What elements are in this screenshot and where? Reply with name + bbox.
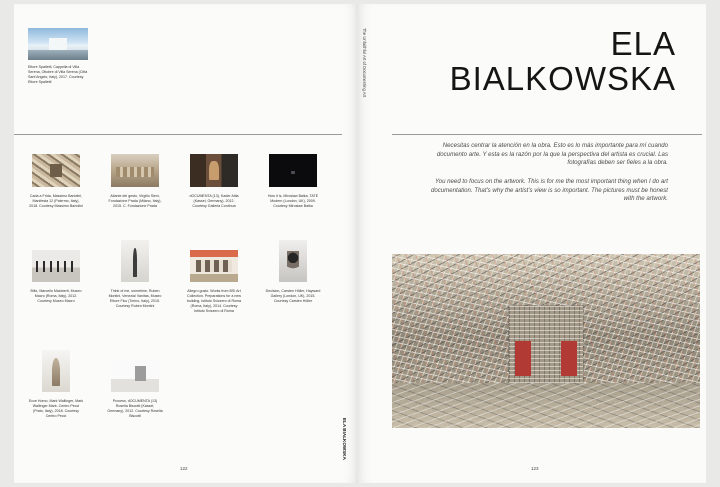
quote-spanish: Necesitas centrar la atención en la obra. Esto es lo más importante para mí cuando documento arte. Y esta es la razón por la que la perspectiva del artista es crucial. Las fotografías deben ser fieles a la obra. — [436, 142, 668, 167]
grid-caption-10: Process, dOCUMENTA (13) Rosella Biscotti (Kassel, Germany), 2012. Courtesy Rosella Biscotti — [107, 399, 163, 418]
grid-thumbnail-2[interactable] — [111, 154, 159, 187]
grid-caption-4: How it is, Miroslaw Balka, TATE Modern (London, UK), 2009. Courtesy Miroslaw Balka — [267, 194, 319, 208]
spine-label: ELA BIALKOWSKA — [342, 418, 347, 460]
grid-caption-8: Decision, Carsten Höller, Hayward Gallery (London, UK), 2015. Courtesy Carsten Höller — [265, 289, 321, 303]
top-caption: Ettore Spalletti, Cappella di Villa Serena, Ottobre di Villa Serena (Città Sant'Angelo, Italy), 2017. Courtesy Ettore Spalletti — [28, 65, 88, 84]
grid-caption-3: dOCUMENTA (13), Kader Attia (Kassel, Germany), 2012. Courtesy Galleria Continua — [189, 194, 239, 208]
right-divider — [392, 134, 702, 135]
grid-thumbnail-9[interactable] — [42, 350, 70, 392]
quote-english: You need to focus on the artwork. This is for me the most important thing when I do art documentation. That's why the artist's view is so important. The pictures must be honest with the artwork. — [430, 178, 668, 203]
chapel-thumbnail[interactable] — [28, 28, 88, 60]
left-page — [14, 4, 358, 483]
title-line-1: ELA — [610, 25, 676, 62]
running-head: The Unfaithful Art of Documenting Art — [362, 28, 367, 98]
grid-thumbnail-1[interactable] — [32, 154, 80, 187]
article-title — [450, 26, 676, 96]
grid-caption-2: Atlante del gesto, Virgilio Sieni, Fondazione Prada (Milano, Italy), 2015. C. Fondazione Prada — [108, 194, 162, 208]
right-page-number: 123 — [531, 466, 539, 471]
grid-caption-6: Think of me, sometime, Ruben Montini, Venezia/ Vanitas, Museo Ettore Fico (Torino, Italy), 2015. Courtesy Ruben Montini — [108, 289, 162, 308]
grid-caption-9: Ecce Homo, Mark Wallinger, Mark Wallinger Mark. Centro Pecci (Prato, Italy), 2018. Courtesy Centro Pecci — [28, 399, 84, 418]
grid-caption-5: Blitz, Marcello Maloberti, Museo Macro (Roma, Italy), 2012. Courtesy Museo Macro — [30, 289, 82, 303]
grid-caption-1: Cada a Frida, Massimo Bartolini, Manifesta 12 (Palermo, Italy), 2018. Courtesy Massimo Bartolini — [29, 194, 83, 208]
photo-floor — [392, 383, 700, 428]
photo-red-door-right — [561, 341, 576, 376]
grid-thumbnail-3[interactable] — [190, 154, 238, 187]
grid-caption-7: Allegro gusto. Works from BSI Art Collection. Preparations for a new building, Istituto Svizzero di Roma (Roma, Italy), 2014. Courtesy Istituto Svizzero di Roma — [186, 289, 242, 313]
right-page — [358, 4, 706, 483]
grid-thumbnail-8[interactable] — [279, 240, 307, 282]
title-line-2: BIALKOWSKA — [449, 60, 676, 97]
left-page-number: 122 — [180, 466, 188, 471]
left-divider — [14, 134, 342, 135]
grid-thumbnail-7[interactable] — [190, 250, 238, 282]
grid-thumbnail-4[interactable] — [269, 154, 317, 187]
grid-thumbnail-6[interactable] — [121, 240, 149, 282]
photo-red-door-left — [515, 341, 530, 376]
grid-thumbnail-10[interactable] — [111, 360, 159, 392]
grid-thumbnail-5[interactable] — [32, 250, 80, 282]
installation-photo[interactable] — [392, 254, 700, 428]
